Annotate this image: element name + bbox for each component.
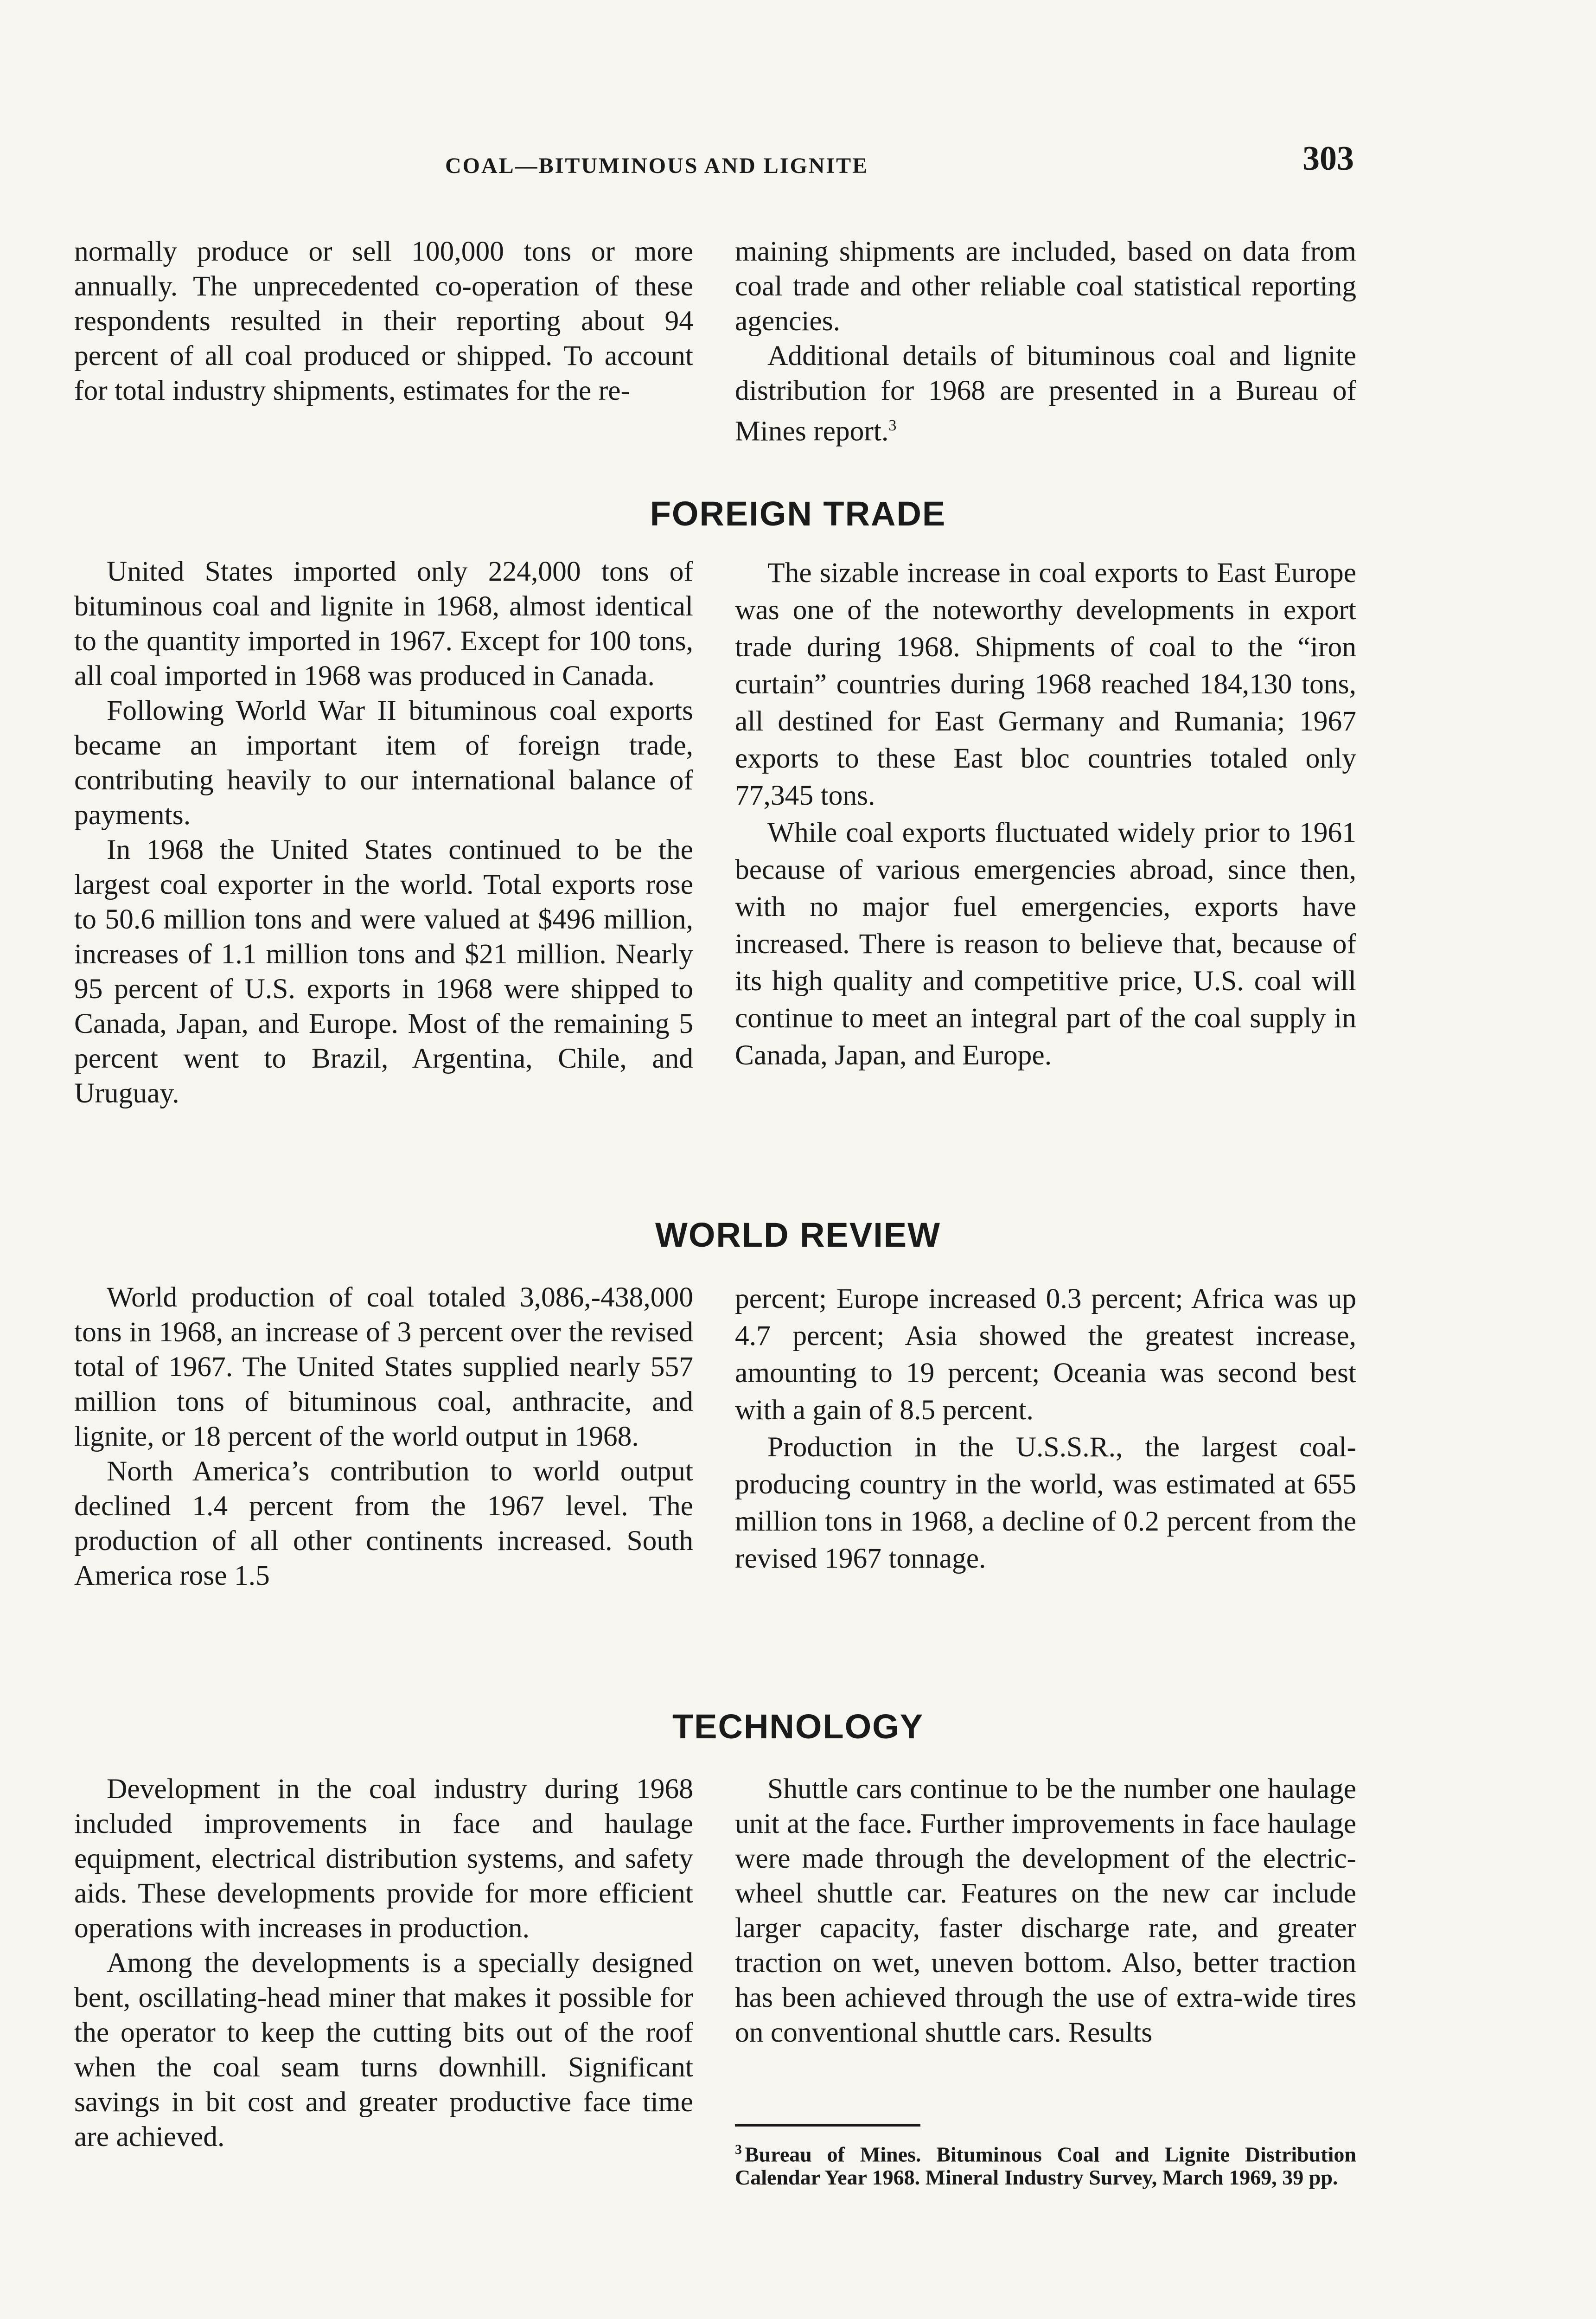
- paragraph: percent; Europe increased 0.3 percent; Africa was up 4.7 percent; Asia showed the greatest increase, amounting to 19 percent; Oceania was second best with a gain of 8.5 percent.: [735, 1283, 1356, 1426]
- foreign-trade-right-column: [735, 554, 1356, 1074]
- paragraph: maining shipments are included, based on data from coal trade and other reliable coal statistical reporting agencies.: [735, 236, 1356, 337]
- running-title: COAL—BITUMINOUS AND LIGNITE: [445, 154, 869, 178]
- footnote: [735, 2138, 1356, 2189]
- intro-right-column: [735, 234, 1356, 449]
- technology-right-column: [735, 1772, 1356, 2050]
- paragraph: In 1968 the United States continued to be the largest coal exporter in the world. Total exports rose to 50.6 million tons and were valued at $496 million, increases of 1.1 million tons and $21 million. Nearly 95 percent of U.S. exports in 1968 were shipped to Canada, Japan, and Europe. Most of the remaining 5 percent went to Brazil, Argentina, Chile, and Uruguay.: [74, 834, 693, 1109]
- world-review-right-column: [735, 1280, 1356, 1577]
- paragraph: United States imported only 224,000 tons of bituminous coal and lignite in 1968, almost identical to the quantity imported in 1967. Except for 100 tons, all coal imported in 1968 was produced in Canada.: [74, 556, 693, 692]
- paragraph: normally produce or sell 100,000 tons or more annually. The unprecedented co-operation of these respondents resulted in their reporting about 94 percent of all coal produced or shipped. To account for total industry shipments, estimates for the re-: [74, 236, 693, 406]
- paragraph: [735, 339, 1356, 449]
- paragraph: Following World War II bituminous coal exports became an important item of foreign trade, contributing heavily to our international balance of payments.: [74, 695, 693, 831]
- foreign-trade-left-column: [74, 554, 693, 1111]
- intro-left-column: [74, 234, 693, 408]
- footnote-text: Bureau of Mines. Bituminous Coal and Lignite Distribution Calendar Year 1968. Mineral Industry Survey, March 1969, 39 pp.: [735, 2142, 1356, 2190]
- technology-left-column: [74, 1772, 693, 2154]
- paragraph: Among the developments is a specially designed bent, oscillating-head miner that makes it possible for the operator to keep the cutting bits out of the roof when the coal seam turns downhill. Significant savings in bit cost and greater productive face time are achieved.: [74, 1947, 693, 2152]
- paragraph: World production of coal totaled 3,086,-438,000 tons in 1968, an increase of 3 percent over the revised total of 1967. The United States supplied nearly 557 million tons of bituminous coal, anthracite, and lignite, or 18 percent of the world output in 1968.: [74, 1281, 693, 1452]
- footnote-reference: 3: [888, 417, 897, 434]
- footnote-mark: 3: [735, 2142, 742, 2157]
- paragraph: Shuttle cars continue to be the number one haulage unit at the face. Further improvements in face haulage were made through the development of the electric-wheel shuttle car. Features on the new car include larger capacity, faster discharge rate, and greater traction on wet, uneven bottom. Also, better traction has been achieved through the use of extra-wide tires on conventional shuttle cars. Results: [735, 1773, 1356, 2048]
- page-header: [0, 139, 1596, 195]
- world-review-left-column: [74, 1280, 693, 1593]
- paragraph: North America’s contribution to world output declined 1.4 percent from the 1967 level. The production of all other continents increased. South America rose 1.5: [74, 1455, 693, 1591]
- footnote-divider: [735, 2124, 920, 2127]
- paragraph: Development in the coal industry during 1968 included improvements in face and haulage equipment, electrical distribution systems, and safety aids. These developments provide for more efficient operations with increases in production.: [74, 1773, 693, 1944]
- section-heading-technology: TECHNOLOGY: [672, 1707, 924, 1746]
- section-heading-world-review: WORLD REVIEW: [655, 1216, 941, 1254]
- section-heading-foreign-trade: FOREIGN TRADE: [650, 494, 946, 533]
- paragraph-text: Additional details of bituminous coal and lignite distribution for 1968 are presented in a Bureau of Mines report.: [735, 340, 1356, 447]
- paragraph: Production in the U.S.S.R., the largest coal-producing country in the world, was estimated at 655 million tons in 1968, a decline of 0.2 percent from the revised 1967 tonnage.: [735, 1431, 1356, 1574]
- paragraph: While coal exports fluctuated widely prior to 1961 because of various emergencies abroad, since then, with no major fuel emergencies, exports have increased. There is reason to believe that, because of its high quality and competitive price, U.S. coal will continue to meet an integral part of the coal supply in Canada, Japan, and Europe.: [735, 817, 1356, 1071]
- page-number: 303: [1302, 140, 1354, 178]
- paragraph: The sizable increase in coal exports to East Europe was one of the noteworthy developments in export trade during 1968. Shipments of coal to the “iron curtain” countries during 1968 reached 184,130 tons, all destined for East Germany and Rumania; 1967 exports to these East bloc countries totaled only 77,345 tons.: [735, 557, 1356, 811]
